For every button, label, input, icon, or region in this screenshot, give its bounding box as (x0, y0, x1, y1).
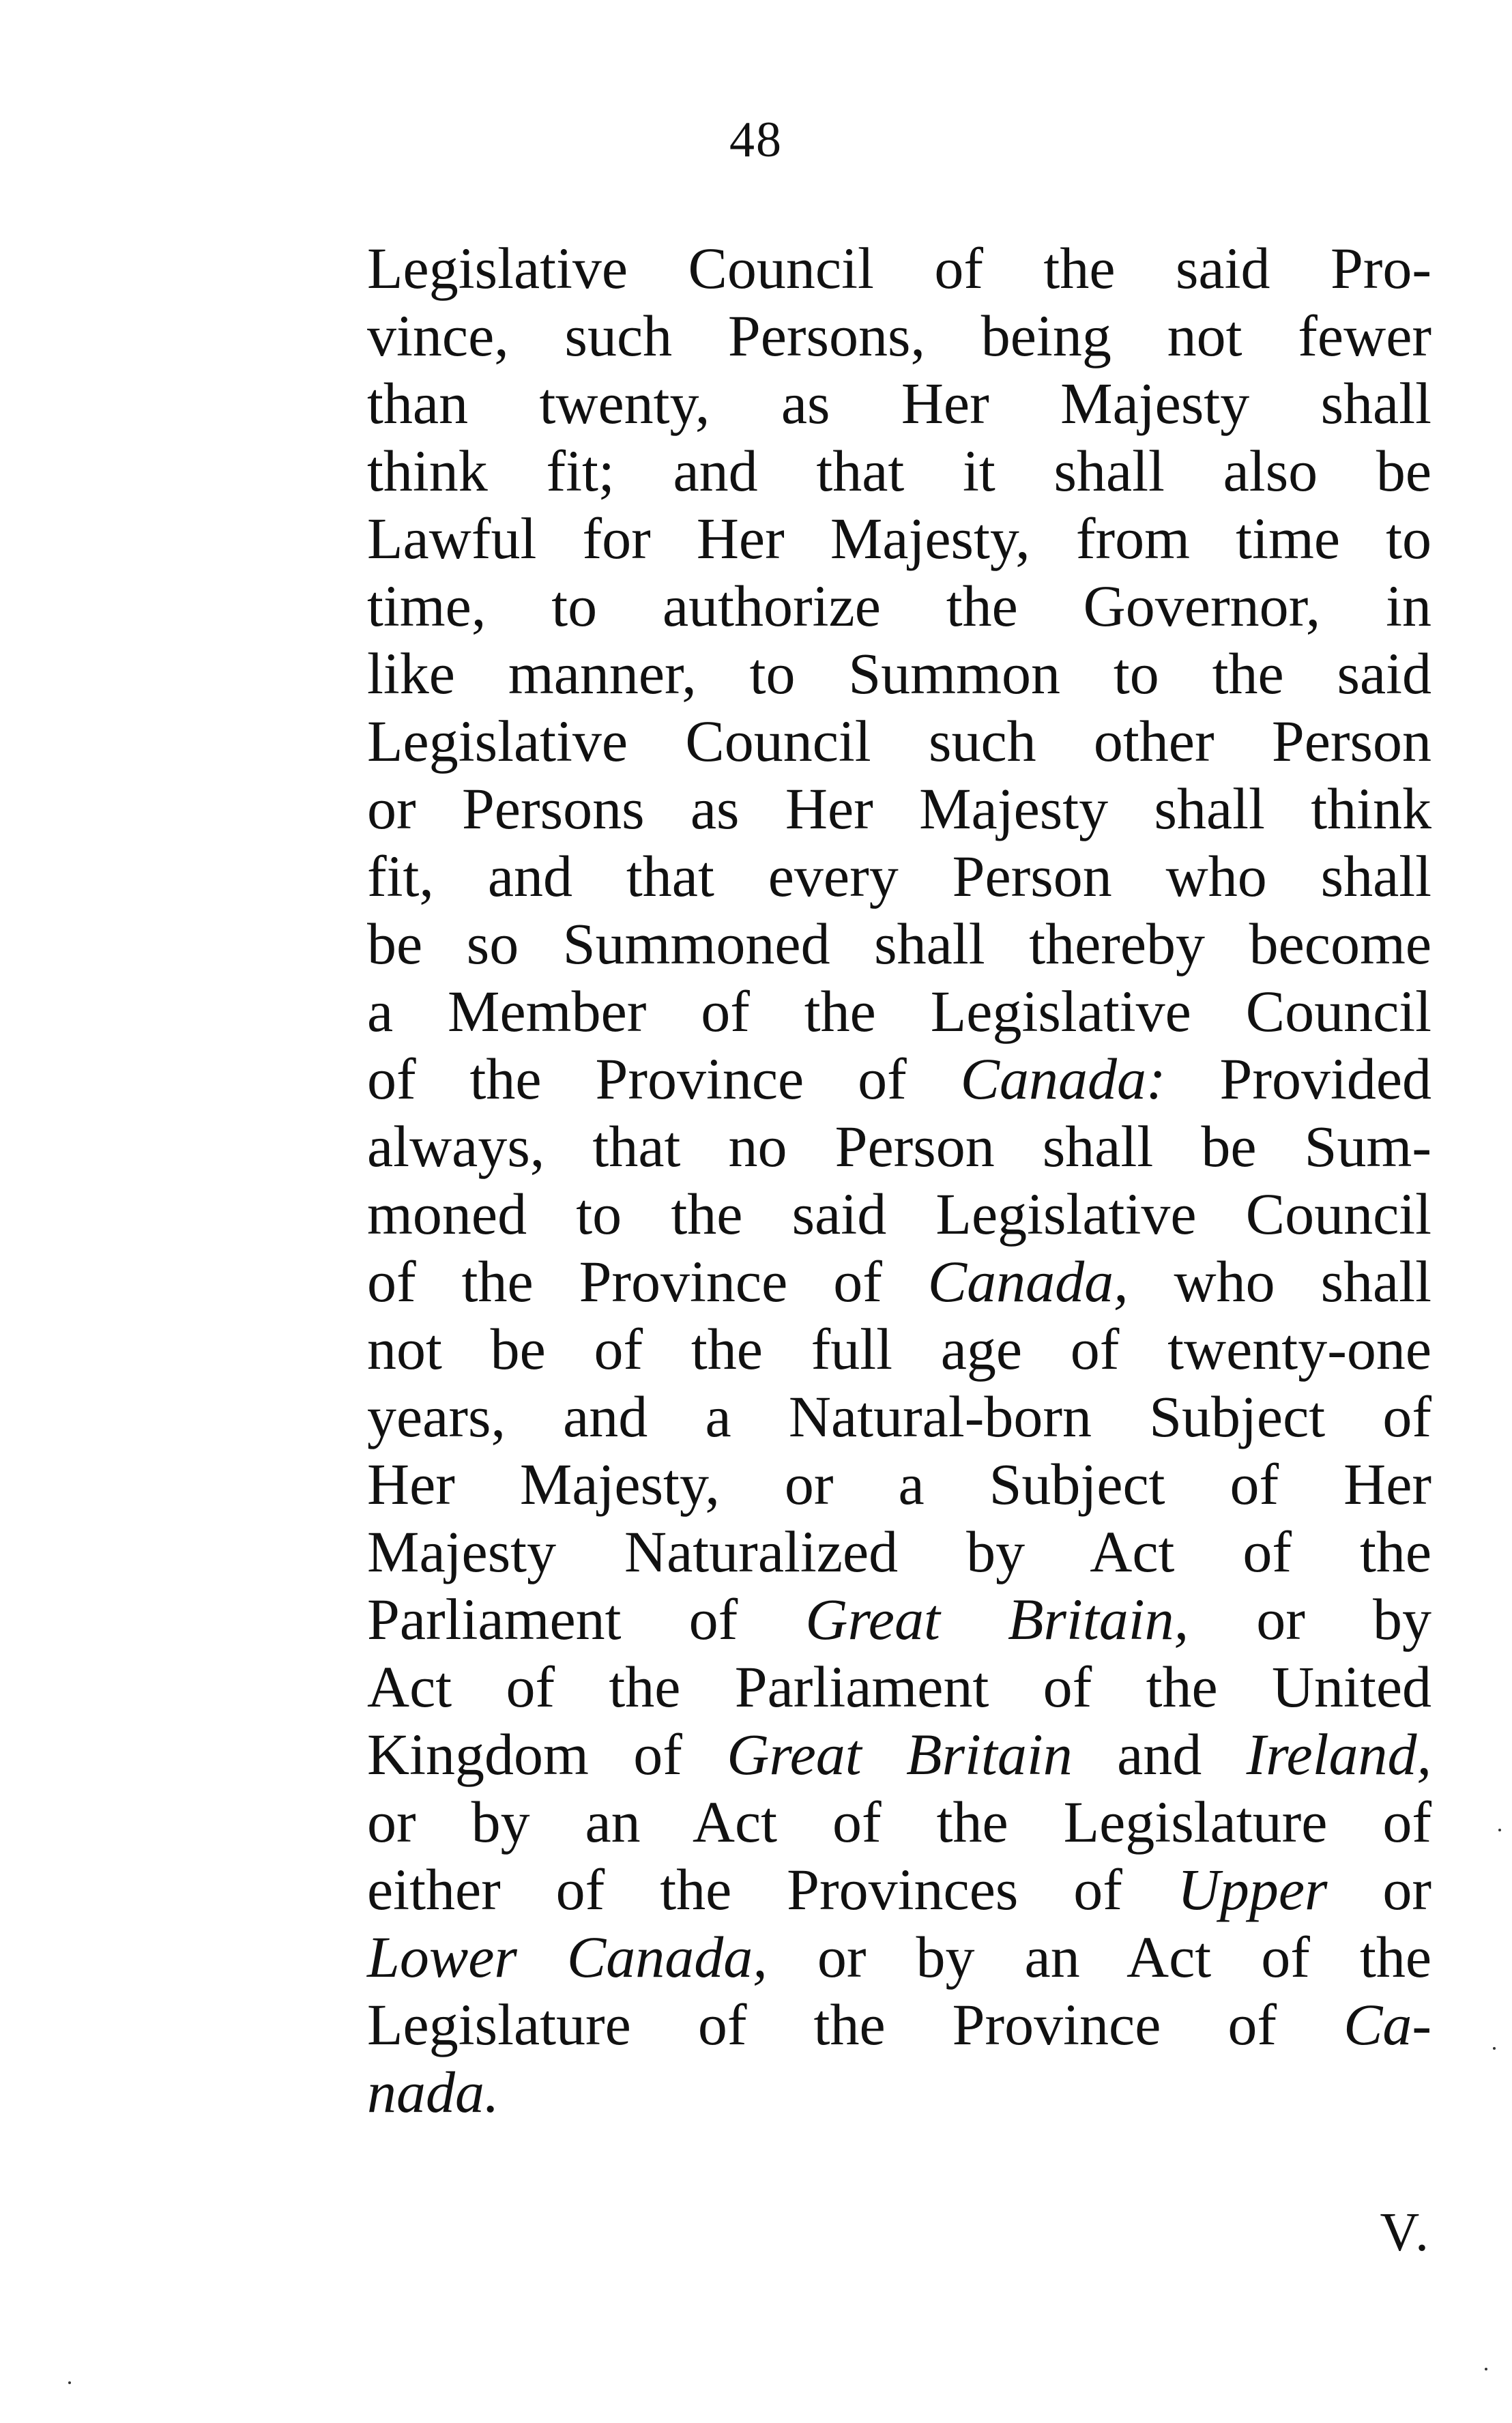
text-run: think (367, 438, 488, 504)
text-run: twenty, (539, 371, 710, 436)
italic-text: Great (727, 1722, 862, 1787)
text-run: Province (952, 1992, 1161, 2057)
text-run: or (1382, 1857, 1432, 1922)
text-run: said (1175, 235, 1270, 301)
text-run: Person (952, 843, 1112, 909)
text-run: Provinces (787, 1857, 1019, 1922)
text-run: as (690, 776, 740, 841)
text-run: shall (1320, 371, 1432, 436)
text-run: as (781, 371, 830, 436)
text-run: not (1167, 303, 1242, 368)
text-line (367, 2059, 1431, 2126)
text-run: become (1249, 911, 1432, 976)
text-run: to (749, 641, 796, 706)
text-run: Act (1090, 1519, 1175, 1584)
text-line (367, 1586, 1431, 1653)
text-run: the (1146, 1654, 1218, 1720)
text-run: manner, (508, 641, 697, 706)
text-run: Persons (461, 776, 645, 841)
text-run: fit; (546, 438, 615, 504)
text-run: being (980, 303, 1111, 368)
text-run: of (701, 978, 750, 1044)
text-run: said (791, 1181, 887, 1247)
text-run: Her (696, 506, 785, 571)
italic-text: Britain (906, 1722, 1073, 1787)
text-run: shall (1320, 843, 1432, 909)
text-run: from (1075, 506, 1191, 571)
text-line (367, 640, 1431, 708)
text-run: of (594, 1316, 643, 1382)
text-run: the (1043, 235, 1116, 301)
text-run: and (673, 438, 758, 504)
text-run: Parliament (367, 1586, 622, 1652)
text-run: and (563, 1384, 648, 1449)
text-run: Act (1126, 1924, 1212, 1990)
text-run: that (626, 843, 714, 909)
text-run: Pro- (1330, 235, 1432, 301)
print-speck (1485, 2368, 1487, 2370)
text-line (367, 775, 1431, 843)
text-run: also (1223, 438, 1318, 504)
text-run: or (367, 1789, 416, 1855)
text-run: to (551, 573, 598, 639)
text-run: by (966, 1519, 1026, 1584)
text-run: in (1386, 573, 1432, 639)
text-run: Act (367, 1654, 452, 1720)
text-run: for (582, 506, 651, 571)
text-run: to (576, 1181, 622, 1247)
text-run: Legislative (930, 978, 1191, 1044)
text-run: Council (1245, 978, 1432, 1044)
text-run: Her (901, 371, 989, 436)
text-run: of (506, 1654, 555, 1720)
italic-text: Upper (1177, 1857, 1328, 1922)
text-run: of (1227, 1992, 1277, 2057)
text-run: it (963, 438, 995, 504)
text-run: time (1236, 506, 1341, 571)
text-run: or (817, 1924, 867, 1990)
text-run: authorize (662, 573, 881, 639)
text-run: that (816, 438, 905, 504)
text-line (367, 1924, 1431, 1991)
text-run: a (705, 1384, 731, 1449)
text-run: Majesty, (519, 1451, 720, 1517)
text-line (367, 1113, 1431, 1180)
text-run: the (469, 1046, 542, 1112)
text-run: of (688, 1586, 738, 1652)
text-run: Her (785, 776, 873, 841)
text-run: age (940, 1316, 1023, 1382)
text-run: every (768, 843, 899, 909)
text-run: the (1359, 1519, 1432, 1584)
text-line (367, 572, 1431, 640)
text-run: of (858, 1046, 907, 1112)
text-run: said (1337, 641, 1432, 706)
text-run: Majesty (1060, 371, 1250, 436)
text-run: by (916, 1924, 975, 1990)
text-run: Summon (848, 641, 1060, 706)
text-run: to (1386, 506, 1432, 571)
text-run: who (1174, 1249, 1275, 1314)
text-run: Council (688, 235, 874, 301)
text-run: fit, (367, 843, 434, 909)
text-run: Legislative (367, 235, 628, 301)
text-run: who (1165, 843, 1267, 909)
text-run: think (1311, 776, 1432, 841)
text-run: Parliament (734, 1654, 989, 1720)
text-line (367, 1180, 1431, 1248)
text-run: of (832, 1789, 882, 1855)
italic-text: Canada: (960, 1046, 1166, 1112)
text-line (367, 1991, 1431, 2059)
text-run: of (833, 1249, 882, 1314)
text-run: Majesty (367, 1519, 557, 1584)
text-line (367, 437, 1431, 505)
text-run: be (1201, 1114, 1257, 1179)
text-line (367, 708, 1431, 775)
text-run: the (609, 1654, 681, 1720)
italic-text: nada. (367, 2059, 499, 2125)
text-run: the (936, 1789, 1008, 1855)
text-run: Majesty, (830, 506, 1030, 571)
text-run: Her (1343, 1451, 1432, 1517)
text-run: by (1373, 1586, 1432, 1652)
text-line (367, 1451, 1431, 1518)
text-run: of (367, 1046, 416, 1112)
text-run: Subject (989, 1451, 1165, 1517)
text-line (367, 1383, 1431, 1451)
text-run: Act (692, 1789, 778, 1855)
italic-text: Ireland, (1246, 1722, 1432, 1787)
text-run: Naturalized (624, 1519, 899, 1584)
italic-text: Lower (367, 1924, 517, 1990)
text-run: the (671, 1181, 743, 1247)
text-run: fewer (1298, 303, 1432, 368)
text-line (367, 1316, 1431, 1383)
text-run: to (1113, 641, 1159, 706)
text-run: by (471, 1789, 530, 1855)
body-text (367, 235, 1431, 2126)
text-line (367, 370, 1431, 437)
text-run: of (1382, 1384, 1431, 1449)
text-run: thereby (1029, 911, 1206, 976)
text-run: of (633, 1722, 682, 1787)
text-run: other (1093, 708, 1215, 774)
text-run: Kingdom (367, 1722, 589, 1787)
page-number: 48 (729, 112, 783, 168)
italic-text: Canada, (927, 1249, 1129, 1314)
text-line (367, 1248, 1431, 1316)
text-run: shall (1320, 1249, 1432, 1314)
italic-text: Ca- (1343, 1992, 1432, 2057)
print-speck (1498, 1829, 1501, 1831)
text-run: be (367, 911, 423, 976)
text-run: years, (367, 1384, 506, 1449)
text-run: Lawful (367, 506, 537, 571)
text-run: Governor, (1083, 573, 1321, 639)
text-line (367, 1045, 1431, 1113)
text-run: Legislature (367, 1992, 631, 2057)
text-run: of (1043, 1654, 1092, 1720)
text-run: and (1117, 1722, 1202, 1787)
text-run: not (367, 1316, 442, 1382)
text-line (367, 1721, 1431, 1788)
text-run: the (690, 1316, 763, 1382)
text-line (367, 1788, 1431, 1856)
text-run: Legislative (367, 708, 628, 774)
text-run: the (813, 1992, 886, 2057)
text-run: shall (1053, 438, 1165, 504)
text-run: the (804, 978, 876, 1044)
text-run: of (1073, 1857, 1122, 1922)
text-run: always, (367, 1114, 545, 1179)
text-run: Natural-born (788, 1384, 1092, 1449)
text-run: Province (595, 1046, 804, 1112)
text-run: so (466, 911, 519, 976)
text-run: an (585, 1789, 641, 1855)
text-line (367, 235, 1431, 302)
text-run: Council (1245, 1181, 1432, 1247)
text-run: time, (367, 573, 486, 639)
italic-text: Canada, (566, 1924, 768, 1990)
italic-text: Great (805, 1586, 940, 1652)
text-run: of (1382, 1789, 1432, 1855)
text-run: that (592, 1114, 681, 1179)
text-line (367, 843, 1431, 910)
text-run: Provided (1219, 1046, 1432, 1112)
italic-text: Britain, (1007, 1586, 1189, 1652)
text-run: either (367, 1857, 501, 1922)
text-run: Member (448, 978, 647, 1044)
text-line (367, 1518, 1431, 1586)
text-run: a (367, 978, 394, 1044)
text-run: of (1261, 1924, 1310, 1990)
text-run: be (490, 1316, 546, 1382)
text-run: Legislature (1063, 1789, 1328, 1855)
text-run: of (697, 1992, 747, 2057)
text-line (367, 302, 1431, 370)
text-line (367, 505, 1431, 572)
text-run: Subject (1149, 1384, 1326, 1449)
text-run: of (1242, 1519, 1292, 1584)
text-run: such (928, 708, 1036, 774)
text-run: of (555, 1857, 605, 1922)
text-run: full (811, 1316, 893, 1382)
text-run: Province (579, 1249, 788, 1314)
text-line (367, 1856, 1431, 1924)
text-line (367, 1653, 1431, 1721)
text-run: shall (1154, 776, 1265, 841)
text-run: the (660, 1857, 732, 1922)
print-speck (1493, 2047, 1496, 2050)
text-run: Person (1271, 708, 1431, 774)
text-run: or (1256, 1586, 1305, 1652)
text-line (367, 978, 1431, 1045)
text-run: Person (834, 1114, 995, 1179)
text-run: a (898, 1451, 925, 1517)
text-run: Legislative (935, 1181, 1197, 1247)
text-run: moned (367, 1181, 527, 1247)
print-speck (68, 2381, 71, 2384)
text-run: the (1359, 1924, 1432, 1990)
text-run: Summoned (562, 911, 830, 976)
text-run: of (934, 235, 983, 301)
text-run: no (728, 1114, 787, 1179)
text-line (367, 910, 1431, 978)
text-run: of (367, 1249, 416, 1314)
text-run: the (461, 1249, 534, 1314)
text-run: Council (685, 708, 871, 774)
text-run: or (784, 1451, 834, 1517)
text-run: the (1212, 641, 1284, 706)
text-run: United (1271, 1654, 1432, 1720)
text-run: Her (367, 1451, 455, 1517)
text-run: and (487, 843, 572, 909)
text-run: of (1230, 1451, 1279, 1517)
text-run: or (367, 776, 416, 841)
text-run: the (946, 573, 1018, 639)
text-run: twenty-one (1167, 1316, 1432, 1382)
text-run: of (1070, 1316, 1120, 1382)
text-run: be (1376, 438, 1432, 504)
catchword: V. (1380, 2203, 1431, 2263)
text-run: like (367, 641, 455, 706)
text-run: Persons, (727, 303, 925, 368)
text-run: an (1024, 1924, 1080, 1990)
text-run: such (564, 303, 673, 368)
text-run: than (367, 371, 469, 436)
text-run: vince, (367, 303, 509, 368)
text-run: shall (1042, 1114, 1154, 1179)
text-run: Majesty (919, 776, 1109, 841)
text-run: Sum- (1304, 1114, 1432, 1179)
text-run: shall (874, 911, 985, 976)
